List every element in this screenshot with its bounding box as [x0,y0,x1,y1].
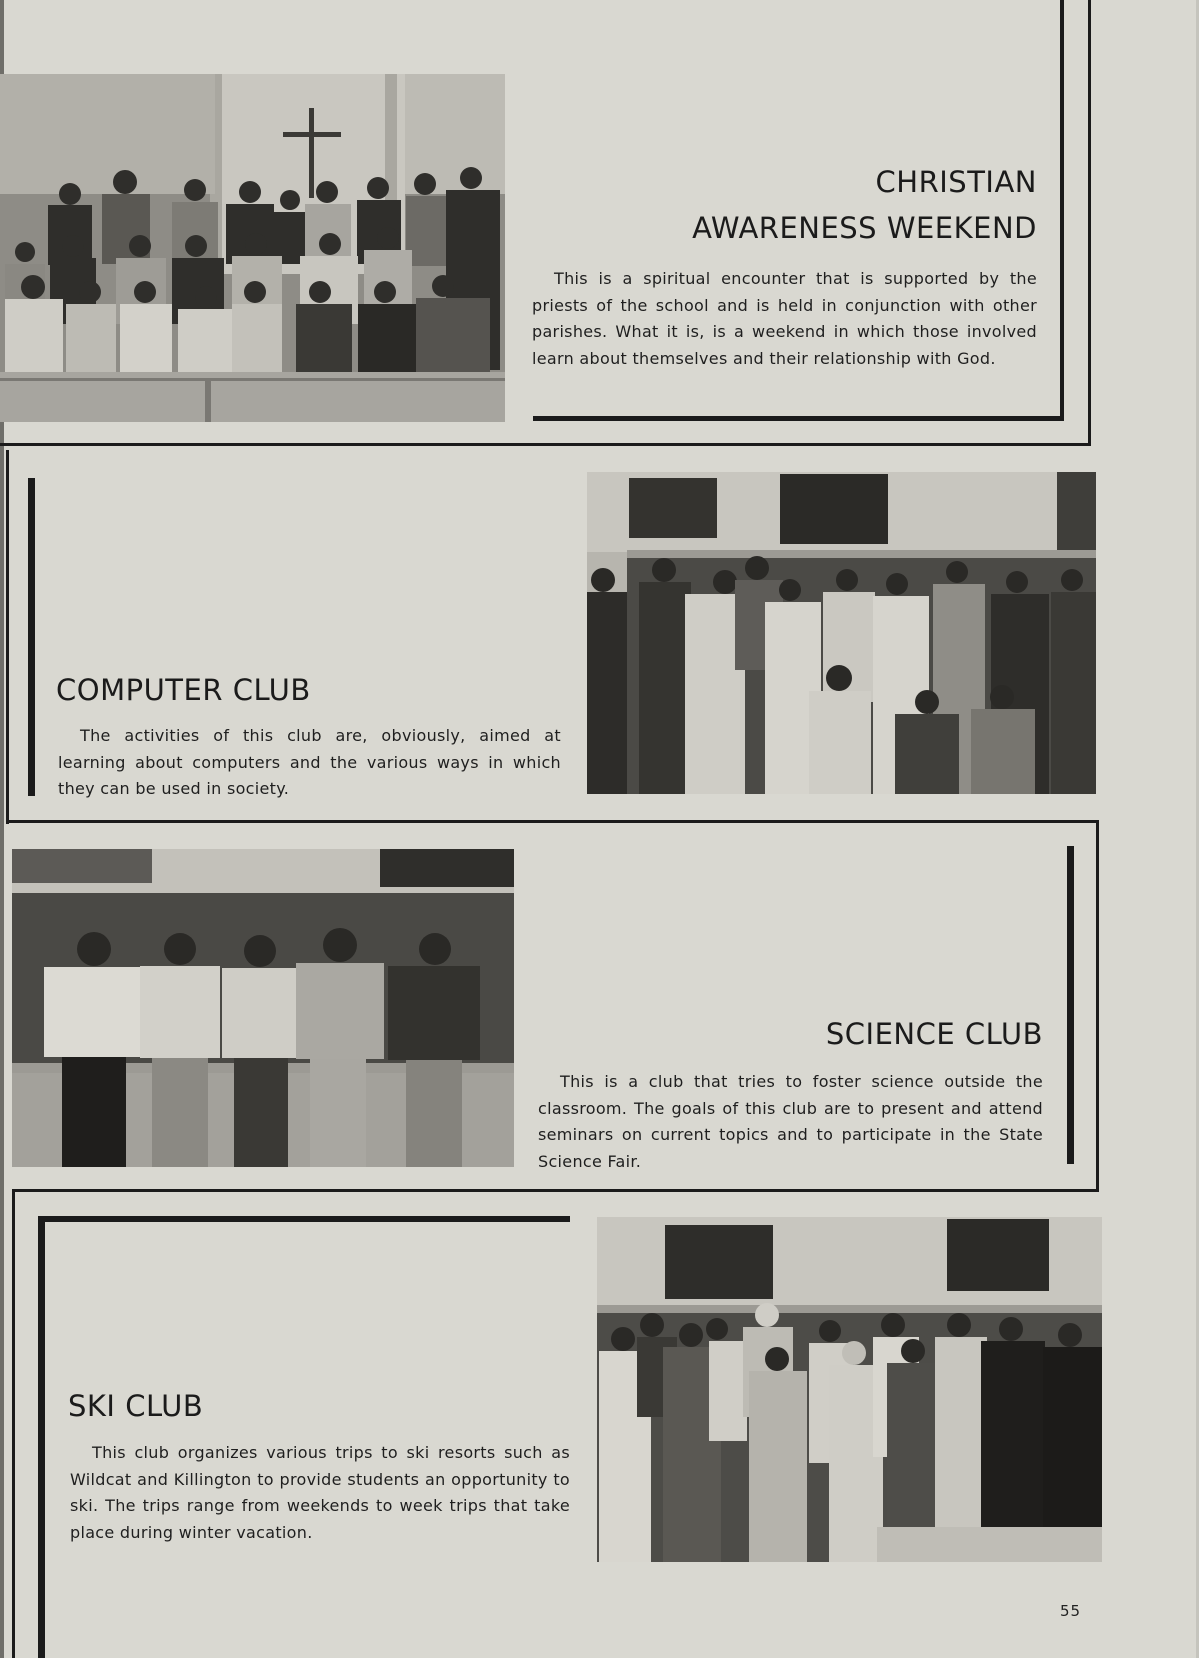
ski-club-photo [597,1217,1102,1562]
frame-line [0,443,1091,446]
frame-line [6,450,9,824]
frame-line [12,1189,15,1658]
frame-line [38,1216,45,1658]
frame-line [38,1216,570,1222]
frame-line [28,478,35,796]
frame-line [12,1189,1099,1192]
section-body-computer-club: The activities of this club are, obviously, aimed at learning about computers and the various ways in which they can be used in society. [58,726,561,798]
section-body-science-club: This is a club that tries to foster science outside the classroom. The goals of this club are to present and attend seminars on current topics and to participate in the State Science Fair. [538,1072,1043,1171]
section-title-christian-awareness: CHRISTIAN [875,165,1037,199]
christian-awareness-photo [0,74,505,422]
section-title-science-club: SCIENCE CLUB [825,1017,1043,1051]
computer-club-photo [587,472,1096,794]
page-number: 55 [1060,1602,1082,1620]
section-body-ski-club: This club organizes various trips to ski resorts such as Wildcat and Killington to provide students an opportunity to ski. The trips range from weekends to week trips that take place during winter vacation. [70,1443,570,1542]
section-title-ski-club: SKI CLUB [68,1389,204,1423]
section-title-computer-club: COMPUTER CLUB [56,673,311,707]
frame-line [6,820,1099,823]
frame-line [1096,820,1099,1192]
section-title-christian-awareness: AWARENESS WEEKEND [692,211,1037,245]
section-body-christian-awareness: This is a spiritual encounter that is supported by the priests of the school and is held in conjunction with other parishes. What it is, is a weekend in which those involved learn about themselves and their relationship with God. [532,269,1037,368]
science-club-photo [12,849,514,1167]
frame-line [1067,846,1074,1164]
frame-line [1060,0,1064,420]
frame-line [533,416,1064,421]
frame-line [1088,0,1091,446]
